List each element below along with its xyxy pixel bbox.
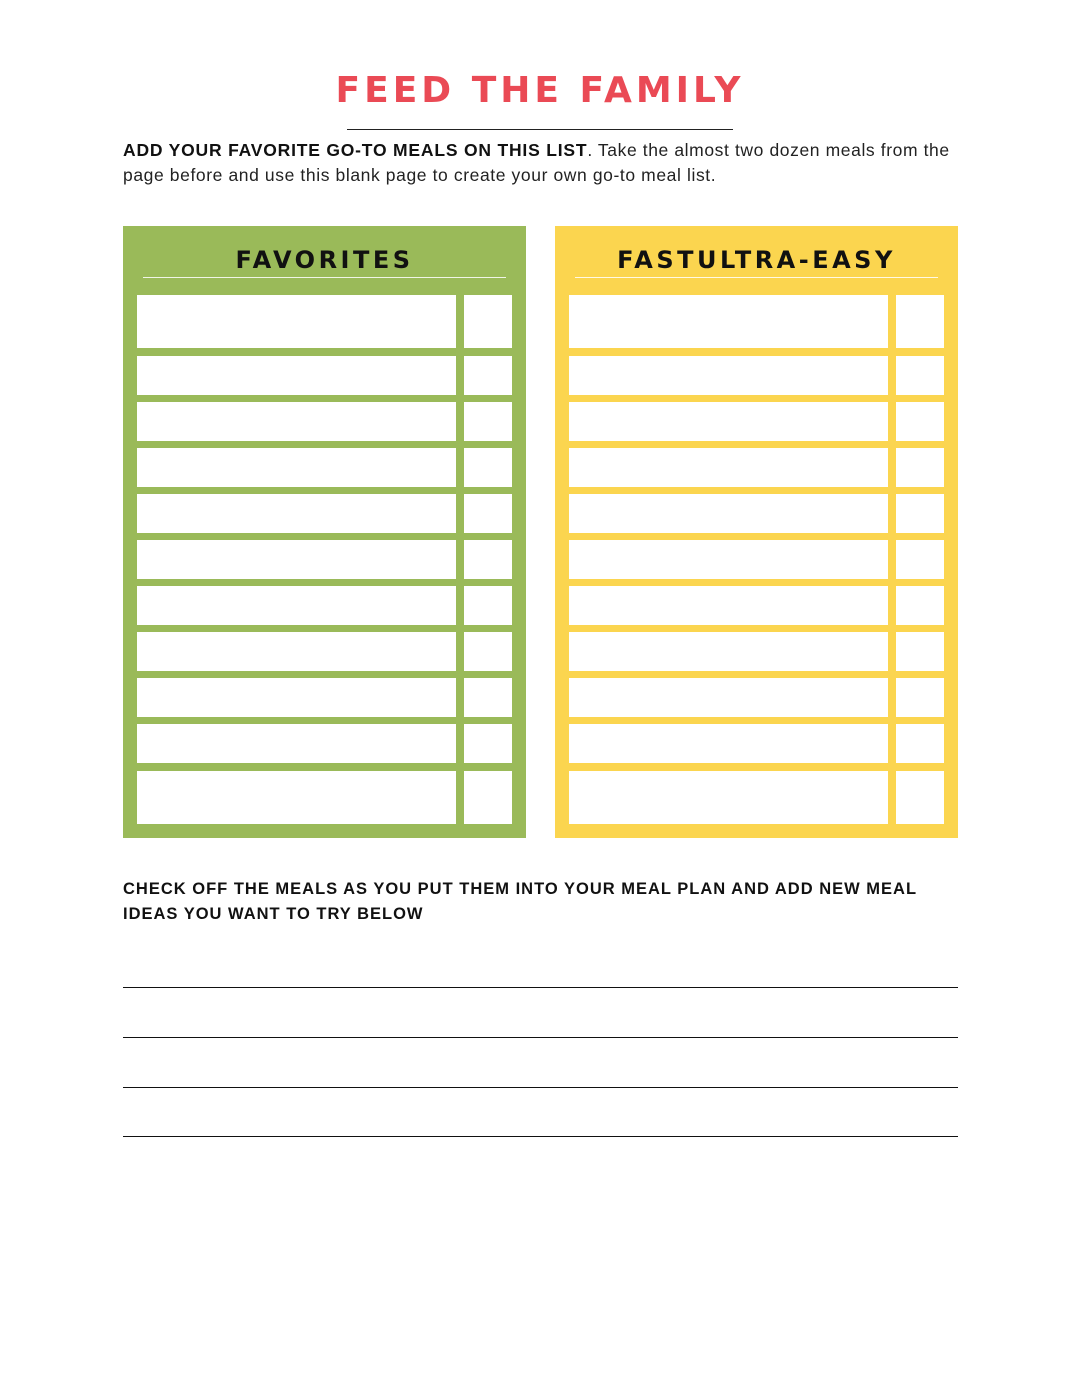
fast-easy-check-box[interactable] — [896, 356, 944, 395]
intro-text — [123, 138, 963, 188]
fast-easy-check-box[interactable] — [896, 771, 944, 824]
favorites-check-box[interactable] — [464, 494, 512, 533]
favorites-meal-field[interactable] — [137, 724, 456, 763]
fast-easy-meal-field[interactable] — [569, 771, 888, 824]
notes-heading: CHECK OFF THE MEALS AS YOU PUT THEM INTO YOUR MEAL PLAN AND ADD NEW MEAL IDEAS YOU WANT TO TRY BELOW — [123, 880, 917, 923]
fast-easy-meal-field[interactable] — [569, 724, 888, 763]
favorites-check-box[interactable] — [464, 356, 512, 395]
favorites-check-box[interactable] — [464, 771, 512, 824]
page-title: FEED THE FAMILY — [335, 70, 745, 111]
favorites-meal-field[interactable] — [137, 586, 456, 625]
favorites-title: FAVORITES — [235, 246, 414, 274]
fast-easy-check-box[interactable] — [896, 586, 944, 625]
fast-easy-title: FASTULTRA-EASY — [617, 246, 896, 274]
fast-easy-check-box[interactable] — [896, 402, 944, 441]
favorites-meal-field[interactable] — [137, 494, 456, 533]
favorites-meal-field[interactable] — [137, 771, 456, 824]
fast-easy-check-box[interactable] — [896, 678, 944, 717]
favorites-rows — [123, 226, 526, 838]
favorites-check-box[interactable] — [464, 448, 512, 487]
favorites-check-box[interactable] — [464, 632, 512, 671]
fast-easy-meal-field[interactable] — [569, 494, 888, 533]
meal-idea-line[interactable] — [123, 1087, 958, 1088]
meal-idea-line[interactable] — [123, 1136, 958, 1137]
intro-rest: . Take the almost two dozen meals from the page before and use this blank page to create your own go-to meal list. — [123, 140, 950, 185]
favorites-meal-field[interactable] — [137, 295, 456, 348]
meal-idea-line[interactable] — [123, 987, 958, 988]
fast-easy-meal-field[interactable] — [569, 632, 888, 671]
fast-easy-meal-field[interactable] — [569, 402, 888, 441]
favorites-check-box[interactable] — [464, 586, 512, 625]
favorites-meal-field[interactable] — [137, 356, 456, 395]
fast-easy-check-box[interactable] — [896, 724, 944, 763]
favorites-meal-field[interactable] — [137, 402, 456, 441]
title-divider — [347, 129, 733, 130]
favorites-check-box[interactable] — [464, 540, 512, 579]
fast-easy-check-box[interactable] — [896, 632, 944, 671]
fast-easy-meal-field[interactable] — [569, 540, 888, 579]
fast-easy-meal-field[interactable] — [569, 295, 888, 348]
favorites-meal-field[interactable] — [137, 678, 456, 717]
meal-idea-line[interactable] — [123, 1037, 958, 1038]
favorites-check-box[interactable] — [464, 402, 512, 441]
fast-easy-check-box[interactable] — [896, 540, 944, 579]
favorites-meal-field[interactable] — [137, 448, 456, 487]
favorites-list — [123, 226, 526, 838]
fast-easy-meal-field[interactable] — [569, 678, 888, 717]
fast-easy-meal-field[interactable] — [569, 356, 888, 395]
fast-easy-check-box[interactable] — [896, 494, 944, 533]
fast-easy-check-box[interactable] — [896, 295, 944, 348]
fast-easy-rows — [555, 226, 958, 838]
favorites-meal-field[interactable] — [137, 540, 456, 579]
fast-easy-meal-field[interactable] — [569, 586, 888, 625]
favorites-check-box[interactable] — [464, 724, 512, 763]
favorites-check-box[interactable] — [464, 678, 512, 717]
intro-bold: ADD YOUR FAVORITE GO-TO MEALS ON THIS LIST — [123, 140, 588, 160]
favorites-meal-field[interactable] — [137, 632, 456, 671]
fast-easy-check-box[interactable] — [896, 448, 944, 487]
fast-easy-meal-field[interactable] — [569, 448, 888, 487]
fast-easy-list — [555, 226, 958, 838]
favorites-check-box[interactable] — [464, 295, 512, 348]
